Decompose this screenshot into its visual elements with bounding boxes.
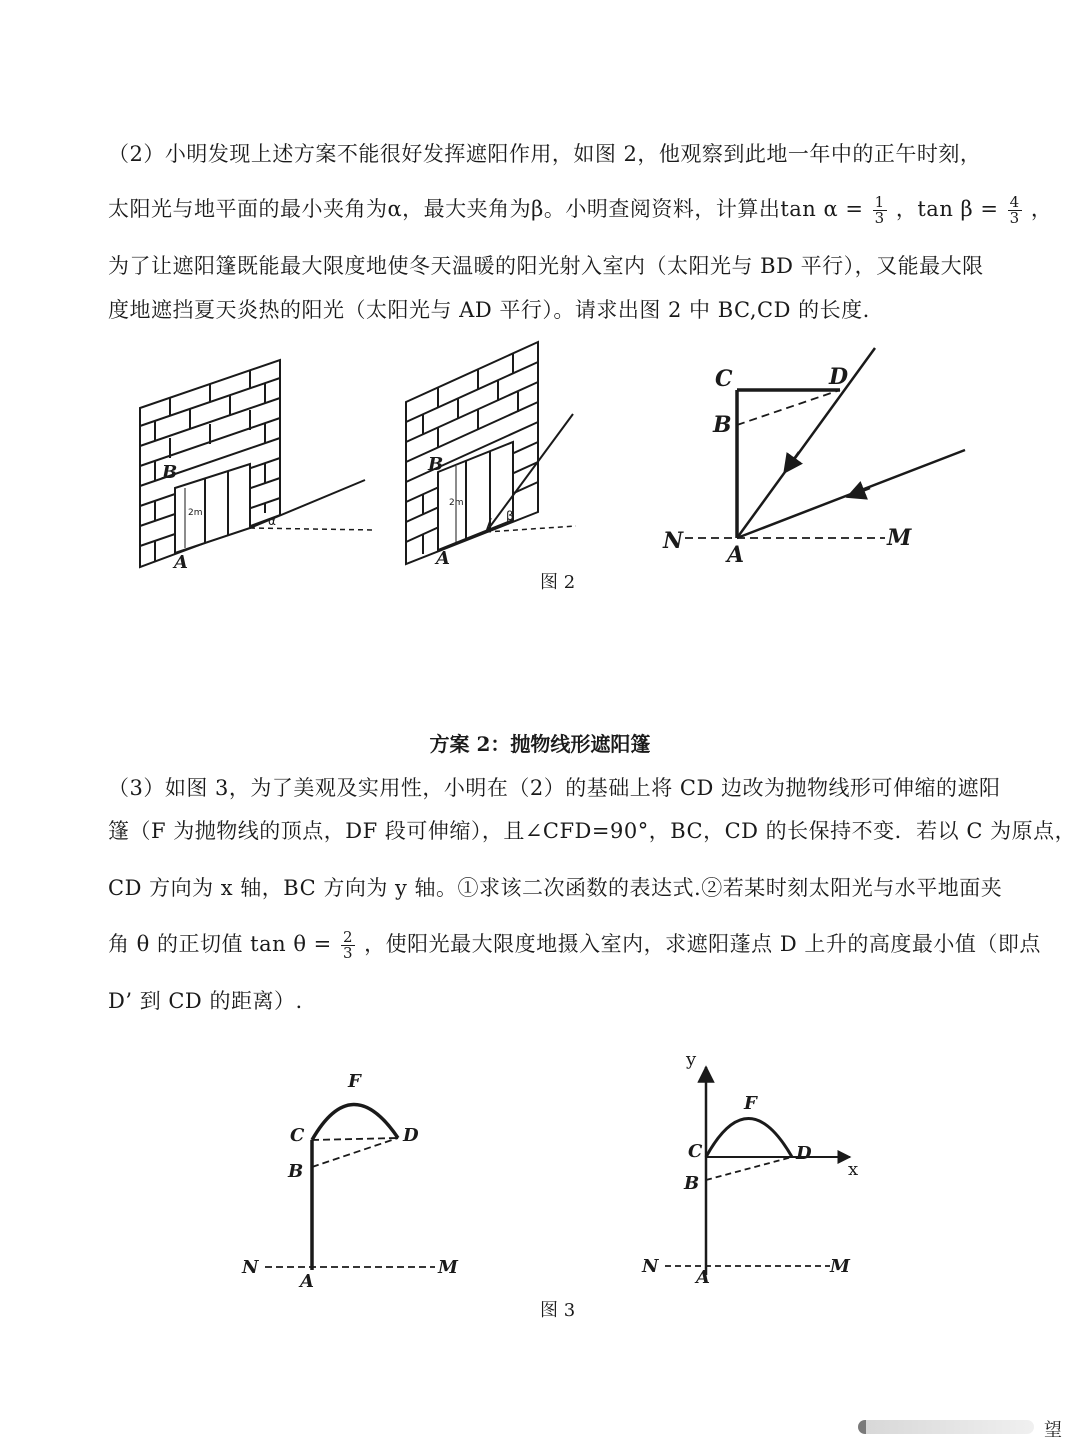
fig3-left-label-c: C [290,1125,305,1146]
fig3-left-label-d: D [403,1125,419,1146]
wall2-label-b: B [428,454,444,475]
fig3-right-label-c: C [688,1141,703,1162]
fig3-right-label-d: D [796,1143,812,1164]
fig3-right-axis-x: x [848,1159,859,1180]
part2-line2-b: ，tan β = [895,197,999,221]
wall2-height-label: 2m [449,498,464,508]
figure3-right [640,1045,870,1288]
wall1-label-a: A [174,552,188,573]
wall1-angle-label: α [268,514,276,528]
part3-line4-a: 角 θ 的正切值 tan θ = [108,932,332,956]
fig2-label-c: C [715,366,733,392]
fig2-label-m: M [887,525,912,551]
figure3-left [240,1065,470,1290]
fig3-right-label-a: A [696,1267,710,1288]
wall2-label-a: A [436,548,450,569]
part3-line1: （3）如图 3，为了美观及实用性，小明在（2）的基础上将 CD 边改为抛物线形可伸缩的遮阳 [108,776,1001,800]
figure2-caption: 图 2 [540,572,576,593]
fig3-right-label-m: M [830,1256,850,1277]
fig3-left-label-a: A [300,1271,314,1292]
fig3-left-label-m: M [438,1257,458,1278]
fig3-right-label-f: F [744,1093,757,1114]
fig2-label-b: B [713,412,732,438]
fig3-right-label-n: N [642,1256,659,1277]
part3-line4 [108,928,1041,961]
wall2-angle-label: β [506,509,514,523]
part2-line2-c: ， [1030,197,1053,221]
figure2-diagram [655,340,975,570]
figure2-wall1 [130,360,380,575]
tan-alpha-fraction: $\frac{1}{3}$ [874,193,885,227]
fig2-label-a: A [727,542,745,568]
figure2-wall2 [398,342,588,567]
tan-theta-fraction: $\frac{2}{3}$ [342,928,353,962]
part2-line2-a: 太阳光与地平面的最小夹角为α，最大夹角为β。小明查阅资料，计算出tan α = [108,197,864,221]
part3-line2: 篷（F 为抛物线的顶点，DF 段可伸缩），且∠CFD=90°，BC，CD 的长保持不变．若以 C 为原点， [108,819,1077,843]
part2-line1: （2）小明发现上述方案不能很好发挥遮阳作用，如图 2，他观察到此地一年中的正午时刻， [108,142,982,166]
fig3-left-label-n: N [242,1257,259,1278]
part2-line3: 为了让遮阳篷既能最大限度地使冬天温暖的阳光射入室内（太阳光与 BD 平行），又能最大限 [108,254,984,278]
part3-line3: CD 方向为 x 轴，BC 方向为 y 轴。①求该二次函数的表达式.②若某时刻太阳光与水平地面夹 [108,876,1003,900]
plan2-heading: 方案 2：抛物线形遮阳篷 [429,732,651,756]
figure3-caption: 图 3 [540,1300,576,1321]
corner-mark: 望 [1044,1420,1062,1441]
fig2-label-d: D [829,364,849,390]
part3-line4-b: ，使阳光最大限度地摄入室内，求遮阳蓬点 D 上升的高度最小值（即点 [364,932,1041,956]
wall1-height-label: 2m [188,508,203,518]
fig3-right-label-b: B [684,1173,700,1194]
tan-beta-fraction: $\frac{4}{3}$ [1009,193,1020,227]
part2-line2 [108,193,1052,226]
horizontal-scrollbar[interactable] [858,1420,1034,1434]
part3-line5: D’ 到 CD 的距离）. [108,989,303,1013]
part2-line4: 度地遮挡夏天炎热的阳光（太阳光与 AD 平行）。请求出图 2 中 BC,CD 的长度. [108,298,870,322]
fig3-left-label-f: F [348,1071,361,1092]
fig2-label-n: N [663,528,684,554]
fig3-left-label-b: B [288,1161,304,1182]
wall1-label-b: B [162,462,178,483]
fig3-right-axis-y: y [686,1049,697,1070]
